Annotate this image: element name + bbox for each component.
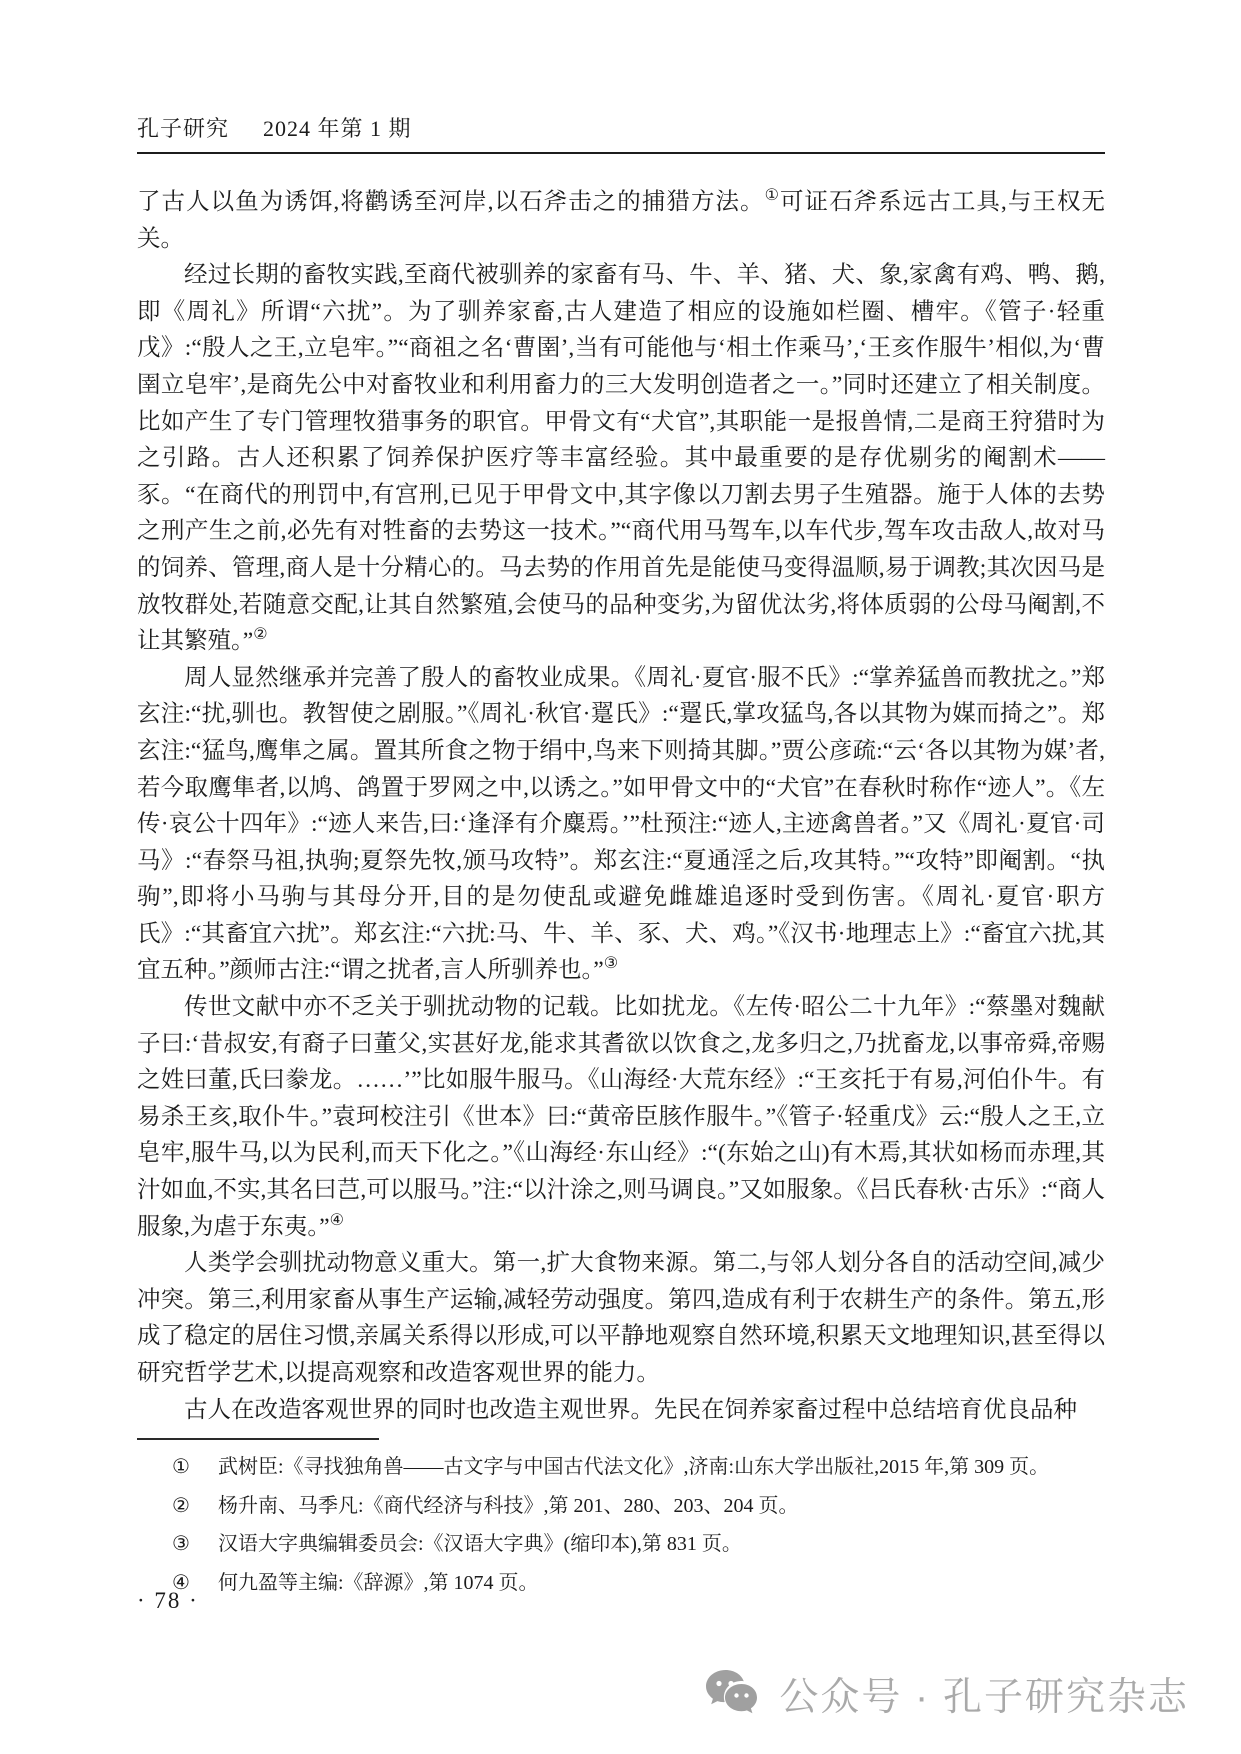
issue-label: 2024 年第 1 期 (263, 116, 412, 141)
header-divider (137, 152, 1105, 154)
footnote-ref: ③ (603, 955, 619, 973)
body-paragraph: 人类学会驯扰动物意义重大。第一,扩大食物来源。第二,与邻人划分各自的活动空间,减少冲突。第三,利用家畜从事生产运输,减轻劳动强度。第四,造成有利于农耕生产的条件。第五,形成了稳定的居住习惯,亲属关系得以形成,可以平静地观察自然环境,积累天文地理知识,甚至得以研究哲学艺术,以提高观察和改造客观世界的能力。 (137, 1250, 1105, 1386)
body-paragraph: 周人显然继承并完善了殷人的畜牧业成果。《周礼·夏官·服不氏》:“掌养猛兽而教扰之。”郑玄注:“扰,驯也。教智使之剧服。”《周礼·秋官·翨氏》:“翨氏,掌攻猛鸟,各以其物为媒而掎之”。郑玄注:“猛鸟,鹰隼之属。置其所食之物于绢中,鸟来下则掎其脚。”贾公彦疏:“云‘各以其物为媒’者,若今取鹰隼者,以鸠、鸽置于罗网之中,以诱之。”如甲骨文中的“犬官”在春秋时称作“迹人”。《左传·哀公十四年》:“迹人来告,曰:‘逢泽有介麋焉。’”杜预注:“迹人,主迹禽兽者。”又《周礼·夏官·司马》:“春祭马祖,执驹;夏祭先牧,颁马攻特”。郑玄注:“夏通淫之后,攻其特。”“攻特”即阉割。“执驹”,即将小马驹与其母分开,目的是勿使乱或避免雌雄追逐时受到伤害。《周礼·夏官·职方氏》:“其畜宜六扰”。郑玄注:“六扰:马、牛、羊、豕、犬、鸡。”《汉书·地理志上》:“畜宜六扰,其宜五种。”颜师古注:“谓之扰者,言人所驯养也。”③ (137, 664, 1105, 984)
footnote-ref: ④ (329, 1211, 344, 1229)
footnotes-list (172, 1448, 1105, 1602)
body-paragraph: 古人在改造客观世界的同时也改造主观世界。先民在饲养家畜过程中总结培育优良品种 (184, 1396, 1077, 1423)
body-text (137, 184, 1105, 1428)
page-number: · 78 · (137, 1588, 199, 1613)
footnote-item (172, 1448, 1105, 1487)
wechat-icon (701, 1662, 765, 1726)
footnote-text: 汉语大字典编辑委员会:《汉语大字典》(缩印本),第 831 页。 (218, 1533, 742, 1555)
footnote-text: 杨升南、马季凡:《商代经济与科技》,第 201、280、203、204 页。 (218, 1494, 799, 1517)
footnote-text: 武树臣:《寻找独角兽——古文字与中国古代法文化》,济南:山东大学出版社,2015 年,第 309 页。 (218, 1456, 1050, 1478)
footnote-marker: ① (172, 1456, 190, 1478)
footnote-marker: ② (172, 1494, 190, 1517)
footnote-separator (137, 1438, 379, 1440)
body-paragraph: 经过长期的畜牧实践,至商代被驯养的家畜有马、牛、羊、猪、犬、象,家禽有鸡、鸭、鹅,即《周礼》所谓“六扰”。为了驯养家畜,古人建造了相应的设施如栏圈、槽牢。《管子·轻重戊》:“殷人之王,立皂牢。”“商祖之名‘曹圉’,当有可能他与‘相土作乘马’,‘王亥作服牛’相似,为‘曹圉立皂牢’,是商先公中对畜牧业和利用畜力的三大发明创造者之一。”同时还建立了相关制度。比如产生了专门管理牧猎事务的职官。甲骨文有“犬官”,其职能一是报兽情,二是商王狩猎时为之引路。古人还积累了饲养保护医疗等丰富经验。其中最重要的是存优剔劣的阉割术——豕。“在商代的刑罚中,有宫刑,已见于甲骨文中,其字像以刀割去男子生殖器。施于人体的去势之刑产生之前,必先有对牲畜的去势这一技术。”“商代用马驾车,以车代步,驾车攻击敌人,故对马的饲养、管理,商人是十分精心的。马去势的作用首先是能使马变得温顺,易于调教;其次因马是放牧群处,若随意交配,让其自然繁殖,会使马的品种变劣,为留优汰劣,将体质弱的公母马阉割,不让其繁殖。”② (137, 262, 1105, 655)
body-paragraph: 了古人以鱼为诱饵,将鹳诱至河岸,以石斧击之的捕猎方法。①可证石斧系远古工具,与王权无关。 (137, 187, 1106, 252)
footnote-item (172, 1487, 1105, 1526)
watermark (701, 1662, 1189, 1726)
footnote-marker: ③ (172, 1533, 190, 1555)
journal-title: 孔子研究 (137, 116, 230, 141)
footnote-ref: ② (253, 626, 268, 644)
running-header (137, 112, 1104, 143)
footnote-marker: ④ (172, 1571, 190, 1594)
footnote-text: 何九盈等主编:《辞源》,第 1074 页。 (218, 1571, 539, 1594)
watermark-text: 公众号 · 孔子研究杂志 (779, 1676, 1189, 1719)
body-paragraph: 传世文献中亦不乏关于驯扰动物的记载。比如扰龙。《左传·昭公二十九年》:“蔡墨对魏献子曰:‘昔叔安,有裔子曰董父,实甚好龙,能求其耆欲以饮食之,龙多归之,乃扰畜龙,以事帝舜,帝赐之姓曰董,氏曰豢龙。……’”比如服牛服马。《山海经·大荒东经》:“王亥托于有易,河伯仆牛。有易杀王亥,取仆牛。”袁珂校注引《世本》曰:“黄帝臣胲作服牛。”《管子·轻重戊》云:“殷人之王,立皂牢,服牛马,以为民利,而天下化之。”《山海经·东山经》:“(东始之山)有木焉,其状如杨而赤理,其汁如血,不实,其名曰芑,可以服马。”注:“以汁涂之,则马调良。”又如服象。《吕氏春秋·古乐》:“商人服象,为虐于东夷。”④ (137, 994, 1105, 1240)
footnote-ref: ① (764, 187, 780, 205)
footnote-item (172, 1525, 1105, 1564)
footnote-item (172, 1564, 1105, 1603)
